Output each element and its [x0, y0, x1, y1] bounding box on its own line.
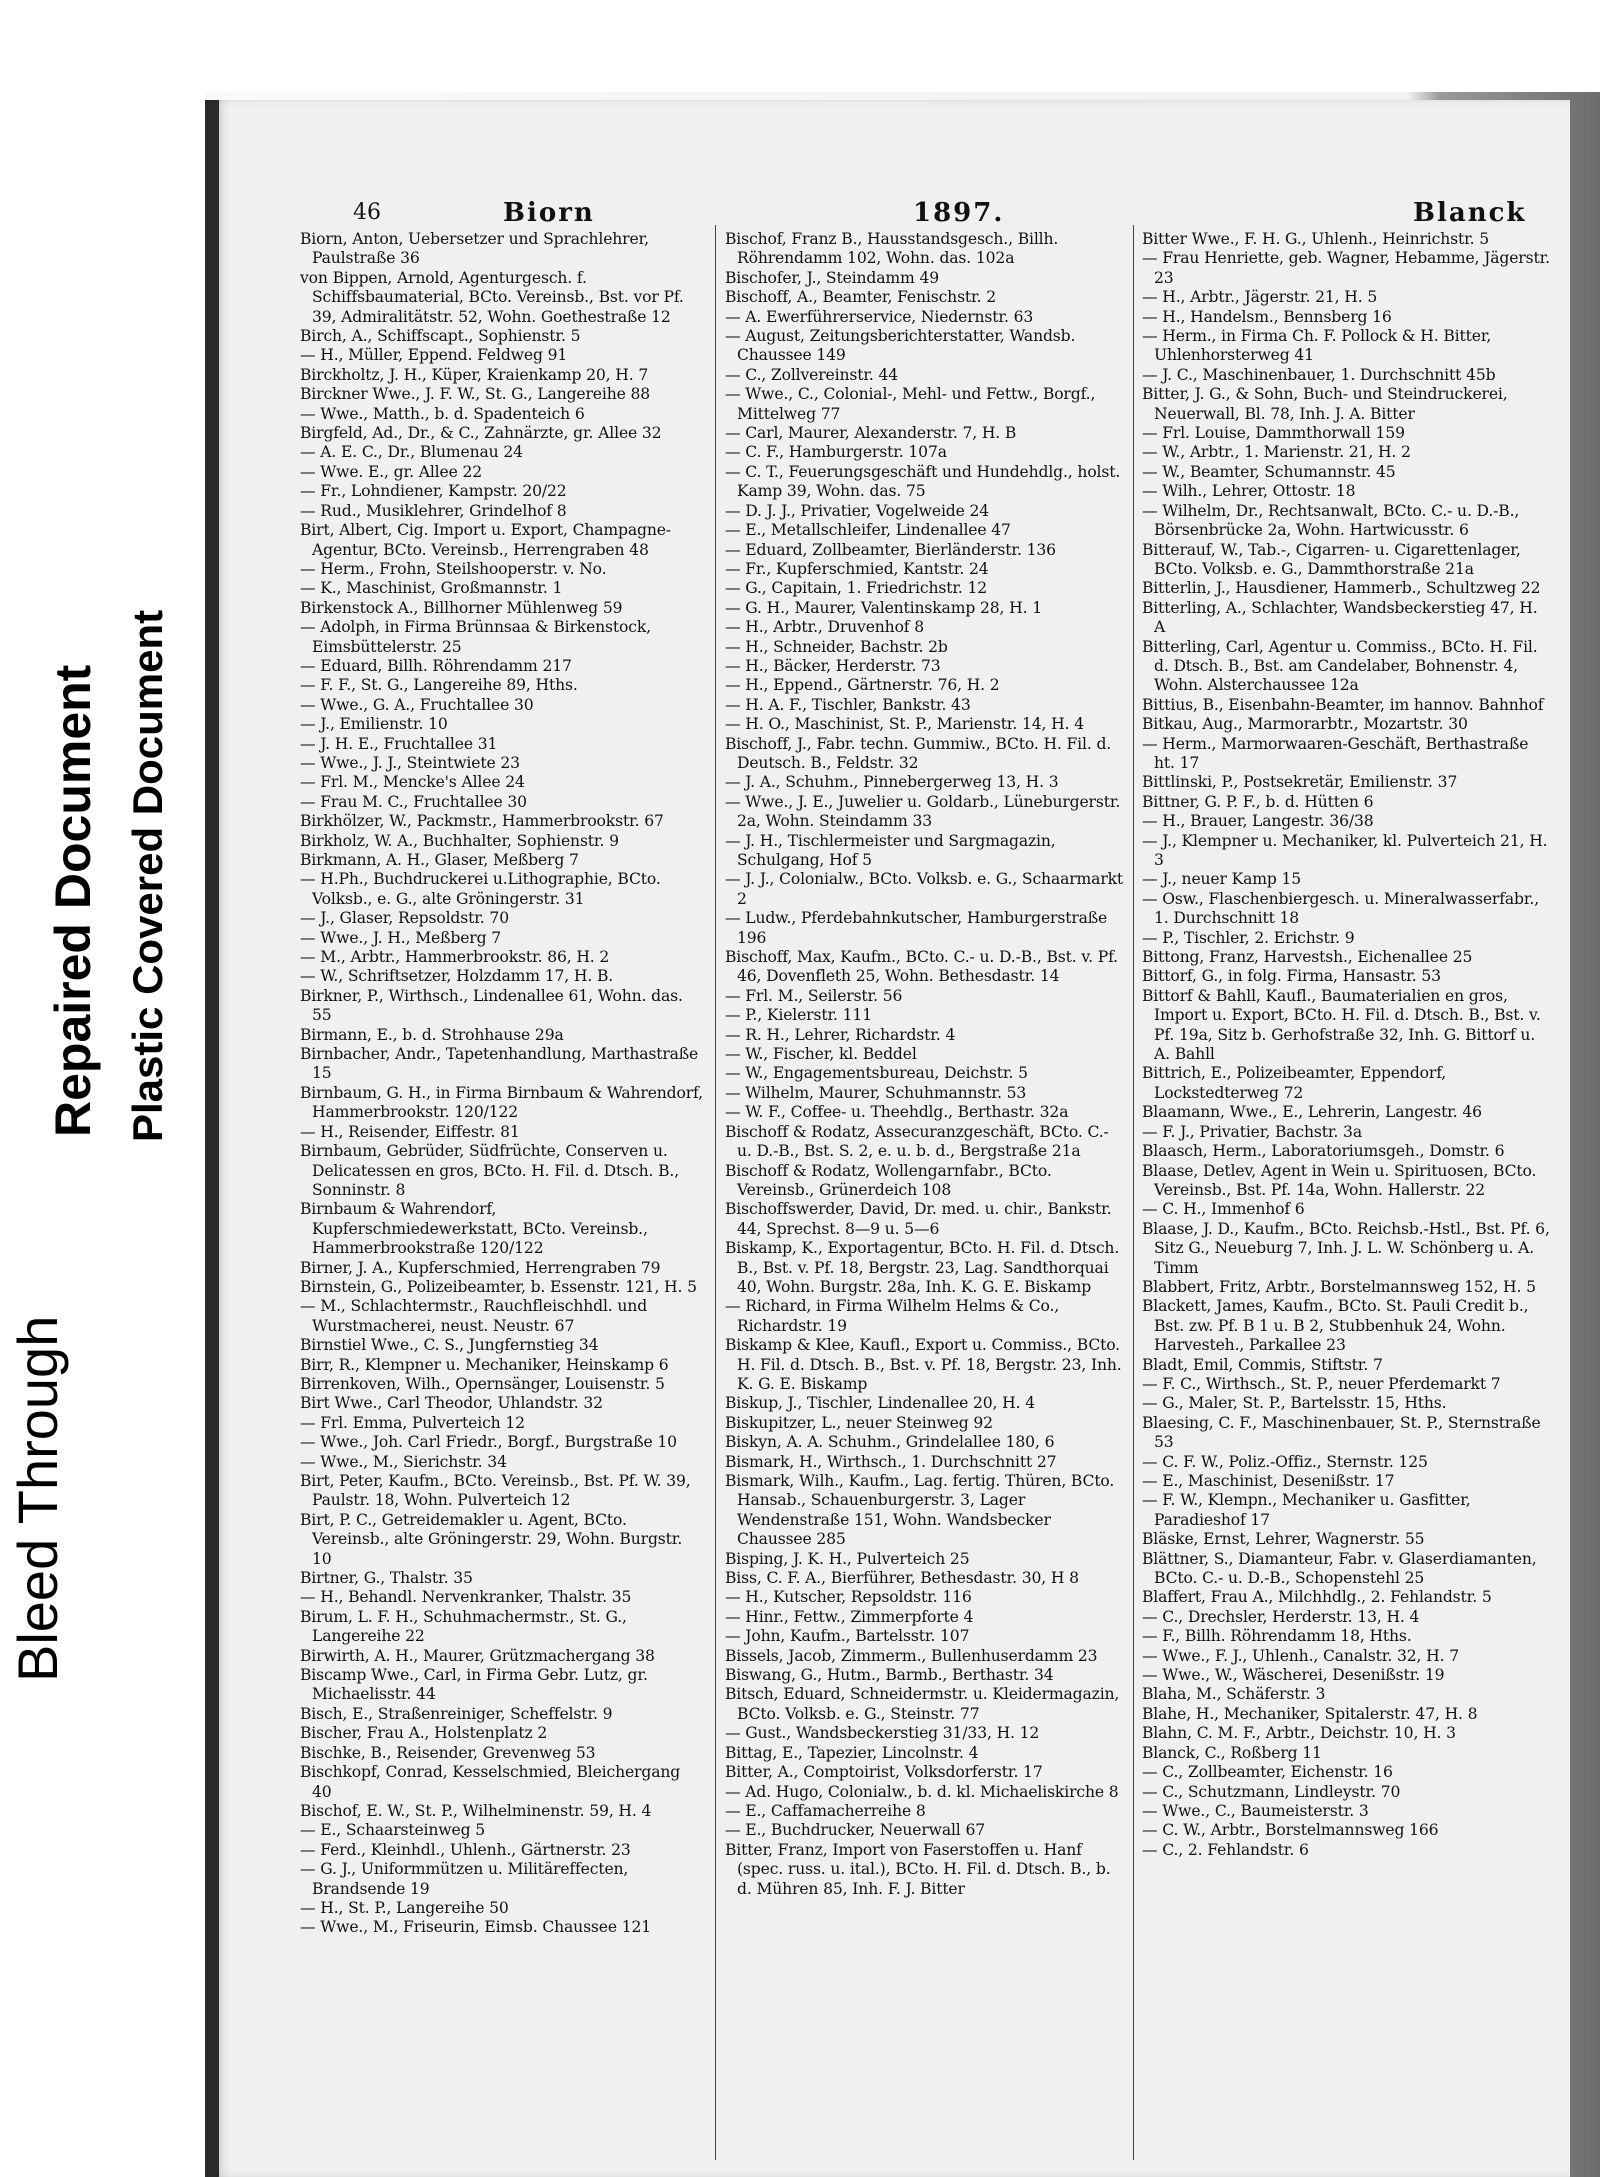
directory-entry: — Wwe., J. E., Juwelier u. Goldarb., Lüneburgerstr. 2a, Wohn. Steindamm 33	[725, 792, 1121, 831]
directory-entry: Birnbaum, Gebrüder, Südfrüchte, Conserven u. Delicatessen en gros, BCto. H. Fil. d. Dtsch. B., Sonninstr. 8	[300, 1142, 680, 1199]
directory-entry: — F., Billh. Röhrendamm 18, Hths.	[1142, 1627, 1412, 1646]
directory-entry: Bissels, Jacob, Zimmerm., Bullenhuserdamm 23	[725, 1646, 1098, 1665]
directory-entry: — E., Maschinist, Desenißstr. 17	[1142, 1472, 1395, 1490]
directory-entry: Bischof, Franz B., Hausstandsgesch., Billh. Röhrendamm 102, Wohn. das. 102a	[725, 230, 1059, 268]
directory-entry: — G. H., Maurer, Valentinskamp 28, H. 1	[725, 598, 1042, 617]
directory-entry: — E., Schaarsteinweg 5	[300, 1821, 485, 1840]
directory-entry: Birrenkoven, Wilh., Opernsänger, Louisenstr. 5	[300, 1374, 665, 1393]
directory-entry: — J. A., Schuhm., Pinnebergerweg 13, H. 3	[725, 773, 1059, 792]
directory-entry: — Rud., Musiklehrer, Grindelhof 8	[300, 501, 567, 520]
directory-entry: — C. T., Feuerungsgeschäft und Hundehdlg., holst. Kamp 39, Wohn. das. 75	[725, 462, 1121, 501]
directory-entry: — G., Maler, St. P., Bartelsstr. 15, Hths.	[1142, 1394, 1447, 1413]
directory-entry: — A. E. C., Dr., Blumenau 24	[300, 443, 523, 462]
directory-entry: — J., Glaser, Repsoldstr. 70	[300, 909, 509, 928]
directory-entry: Bismark, Wilh., Kaufm., Lag. fertig. Thüren, BCto. Hansab., Schauenburgerstr. 3, Lager Wendenstraße 151, Wohn. Wandsbecker Chaussee 285	[725, 1472, 1115, 1549]
directory-entry: — Eduard, Billh. Röhrendamm 217	[300, 656, 572, 675]
directory-entry: Birmann, E., b. d. Strohhause 29a	[300, 1025, 564, 1044]
directory-entry: — Wwe., J. H., Meßberg 7	[300, 928, 501, 947]
directory-entry: — Wwe., M., Sierichstr. 34	[300, 1452, 507, 1471]
directory-entry: — C., Zollbeamter, Eichenstr. 16	[1142, 1763, 1393, 1782]
directory-entry: — J. J., Colonialw., BCto. Volksb. e. G., Schaarmarkt 2	[725, 870, 1124, 908]
directory-entry: Blaase, Detlev, Agent in Wein u. Spirituosen, BCto. Vereinsb., Bst. Pf. 14a, Wohn. Hallerstr. 22	[1142, 1161, 1537, 1199]
directory-entry: — C. F., Hamburgerstr. 107a	[725, 443, 947, 462]
directory-entry: Blaesing, C. F., Maschinenbauer, St. P., Sternstraße 53	[1142, 1413, 1541, 1452]
directory-entry: Bladt, Emil, Commis, Stiftstr. 7	[1142, 1355, 1383, 1374]
directory-entry: Blaamann, Wwe., E., Lehrerin, Langestr. 46	[1142, 1103, 1482, 1122]
directory-entry: — C., Zollvereinstr. 44	[725, 365, 899, 384]
directory-entry: Bischofer, J., Steindamm 49	[725, 268, 939, 287]
directory-entry: — John, Kaufm., Bartelsstr. 107	[725, 1627, 970, 1646]
directory-entry: — Richard, in Firma Wilhelm Helms & Co., Richardstr. 19	[725, 1297, 1060, 1335]
directory-entry: Bittong, Franz, Harvestsh., Eichenallee 25	[1142, 948, 1473, 967]
plastic-covered-label: Plastic Covered Document	[124, 609, 171, 1142]
directory-entry: — F. W., Klempn., Mechaniker u. Gasfitter, Paradieshof 17	[1142, 1491, 1471, 1529]
column-divider	[715, 225, 716, 2160]
directory-entry: Birner, J. A., Kupferschmied, Herrengraben 79	[300, 1258, 661, 1277]
directory-entry: — H., Reisender, Eiffestr. 81	[300, 1122, 520, 1141]
page-number: 46	[353, 200, 381, 225]
directory-entry: — Herm., Marmorwaaren-Geschäft, Berthastraße ht. 17	[1142, 734, 1529, 772]
directory-entry: Birum, L. F. H., Schuhmachermstr., St. G., Langereihe 22	[300, 1607, 627, 1646]
directory-entry: — H., Eppend., Gärtnerstr. 76, H. 2	[725, 676, 1000, 695]
directory-entry: Bitter, J. G., & Sohn, Buch- und Steindruckerei, Neuerwall, Bl. 78, Inh. J. A. Bitter	[1142, 385, 1508, 423]
directory-entry: — C. F. W., Poliz.-Offiz., Sternstr. 125	[1142, 1452, 1428, 1471]
directory-entry: Bitterling, A., Schlachter, Wandsbeckerstieg 47, H. A	[1142, 598, 1538, 637]
directory-entry: — Hinr., Fettw., Zimmerpforte 4	[725, 1607, 974, 1626]
directory-entry: — C., 2. Fehlandstr. 6	[1142, 1840, 1309, 1859]
directory-entry: — Herm., Frohn, Steilshooperstr. v. No.	[300, 559, 607, 578]
directory-entry: Birwirth, A. H., Maurer, Grützmachergang 38	[300, 1646, 655, 1665]
directory-entry: — Fr., Lohndiener, Kampstr. 20/22	[300, 482, 567, 501]
directory-entry: Bitterlin, J., Hausdiener, Hammerb., Schultzweg 22	[1142, 579, 1541, 598]
directory-entry: Bischof, E. W., St. P., Wilhelminenstr. 59, H. 4	[300, 1801, 652, 1820]
directory-entry: — Ferd., Kleinhdl., Uhlenh., Gärtnerstr. 23	[300, 1840, 631, 1859]
directory-entry: — W., Schriftsetzer, Holzdamm 17, H. B.	[300, 967, 614, 986]
directory-entry: Bittrich, E., Polizeibeamter, Eppendorf, Lockstedterweg 72	[1142, 1064, 1447, 1102]
directory-entry: Bischke, B., Reisender, Grevenweg 53	[300, 1743, 596, 1762]
directory-entry: — E., Caffamacherreihe 8	[725, 1801, 926, 1820]
directory-entry: — Wwe., J. J., Steintwiete 23	[300, 753, 520, 772]
directory-entry: Bischoff, A., Beamter, Fenischstr. 2	[725, 288, 997, 307]
directory-entry: Bitterauf, W., Tab.-, Cigarren- u. Cigarettenlager, BCto. Volksb. e. G., Dammthorstraße 21a	[1142, 540, 1521, 578]
directory-entry: Birkmann, A. H., Glaser, Meßberg 7	[300, 851, 579, 869]
directory-entry: — Wwe., F. J., Uhlenh., Canalstr. 32, H. 7	[1142, 1646, 1459, 1665]
directory-entry: Bischoff, Max, Kaufm., BCto. C.- u. D.-B., Bst. v. Pf. 46, Dovenfleth 25, Wohn. Bethesdastr. 14	[725, 948, 1118, 986]
directory-entry: Blabbert, Fritz, Arbtr., Borstelmannsweg 152, H. 5	[1142, 1277, 1536, 1296]
directory-entry: — Herm., in Firma Ch. F. Pollock & H. Bitter, Uhlenhorsterweg 41	[1142, 327, 1492, 365]
directory-entry: — H. O., Maschinist, St. P., Marienstr. 14, H. 4	[725, 715, 1084, 734]
directory-entry: Biskup, J., Tischler, Lindenallee 20, H. 4	[725, 1394, 1035, 1413]
column-3	[1142, 230, 1552, 2160]
directory-entry: — Adolph, in Firma Brünnsaa & Birkenstock, Eimsbüttelerstr. 25	[300, 618, 651, 656]
directory-entry: — H.Ph., Buchdruckerei u.Lithographie, BCto. Volksb., e. G., alte Gröningerstr. 31	[300, 870, 661, 908]
directory-entry: — Ad. Hugo, Colonialw., b. d. kl. Michaeliskirche 8	[725, 1782, 1119, 1801]
directory-entry: Blaase, J. D., Kaufm., BCto. Reichsb.-Hstl., Bst. Pf. 6, Sitz G., Neueburg 7, Inh. J. L. W. Schönberg u. A. Timm	[1142, 1219, 1550, 1277]
directory-entry: — Frau Henriette, geb. Wagner, Hebamme, Jägerstr. 23	[1142, 249, 1550, 287]
directory-entry: — J. H., Tischlermeister und Sargmagazin, Schulgang, Hof 5	[725, 831, 1056, 869]
directory-entry: Bittius, B., Eisenbahn-Beamter, im hannov. Bahnhof	[1142, 695, 1544, 714]
directory-entry: — J., Emilienstr. 10	[300, 715, 448, 734]
directory-entry: Birkenstock A., Billhorner Mühlenweg 59	[300, 598, 623, 617]
directory-entry: — J. H. E., Fruchtallee 31	[300, 734, 498, 753]
directory-entry: — W., Engagementsbureau, Deichstr. 5	[725, 1064, 1028, 1083]
directory-entry: Bittorf, G., in folg. Firma, Hansastr. 53	[1142, 967, 1441, 986]
directory-entry: — Wwe., M., Friseurin, Eimsb. Chaussee 121	[300, 1918, 652, 1937]
directory-entry: — Frl. Louise, Dammthorwall 159	[1142, 424, 1405, 443]
directory-entry: Birgfeld, Ad., Dr., & C., Zahnärzte, gr. Allee 32	[300, 424, 662, 443]
directory-entry: Blaffert, Frau A., Milchhdlg., 2. Fehlandstr. 5	[1142, 1588, 1492, 1607]
directory-entry: Bittag, E., Tapezier, Lincolnstr. 4	[725, 1743, 979, 1762]
directory-entry: Biorn, Anton, Uebersetzer und Sprachlehrer, Paulstraße 36	[300, 230, 649, 268]
directory-entry: Birnbacher, Andr., Tapetenhandlung, Marthastraße 15	[300, 1045, 699, 1083]
directory-entry: — E., Buchdrucker, Neuerwall 67	[725, 1821, 985, 1840]
directory-entry: Bitkau, Aug., Marmorarbtr., Mozartstr. 30	[1142, 715, 1468, 734]
directory-entry: Bläske, Ernst, Lehrer, Wagnerstr. 55	[1142, 1530, 1425, 1549]
directory-entry: — Wilhelm, Dr., Rechtsanwalt, BCto. C.- u. D.-B., Börsenbrücke 2a, Wohn. Hartwicusstr. 6	[1142, 501, 1520, 540]
directory-entry: von Bippen, Arnold, Agenturgesch. f. Schiffsbaumaterial, BCto. Vereinsb., Bst. vor Pf. 39, Admiralitätstr. 52, Wohn. Goethestraße 12	[300, 268, 684, 326]
directory-entry: Bisping, J. K. H., Pulverteich 25	[725, 1549, 970, 1568]
directory-entry: Biskyn, A. A. Schuhm., Grindelallee 180, 6	[725, 1433, 1055, 1452]
directory-entry: — Wwe., Joh. Carl Friedr., Borgf., Burgstraße 10	[300, 1433, 677, 1452]
directory-entry: — F. F., St. G., Langereihe 89, Hths.	[300, 676, 578, 695]
directory-entry: Birch, A., Schiffscapt., Sophienstr. 5	[300, 327, 581, 346]
bleed-through-label: Bleed Through	[6, 1315, 69, 1682]
directory-entry: — H., Arbtr., Druvenhof 8	[725, 618, 925, 637]
directory-entry: — P., Kielerstr. 111	[725, 1006, 872, 1025]
directory-entry: Birnbaum & Wahrendorf, Kupferschmiedewerkstatt, BCto. Vereinsb., Hammerbrookstraße 120/122	[300, 1200, 648, 1258]
directory-entry: — F. C., Wirthsch., St. P., neuer Pferdemarkt 7	[1142, 1374, 1501, 1393]
directory-entry: — W., Beamter, Schumannstr. 45	[1142, 462, 1396, 481]
directory-entry: Blahe, H., Mechaniker, Spitalerstr. 47, H. 8	[1142, 1704, 1478, 1723]
directory-entry: Blättner, S., Diamanteur, Fabr. v. Glaserdiamanten, BCto. C.- u. D.-B., Schopenstehl 25	[1142, 1549, 1537, 1588]
directory-entry: — H. A. F., Tischler, Bankstr. 43	[725, 695, 971, 714]
right-guide-word: Blanck	[1413, 198, 1527, 228]
directory-entry: — A. Ewerführerservice, Niedernstr. 63	[725, 307, 1034, 326]
directory-entry: — G., Capitain, 1. Friedrichstr. 12	[725, 579, 988, 598]
directory-entry: Bischoffswerder, David, Dr. med. u. chir., Bankstr. 44, Sprechst. 8—9 u. 5—6	[725, 1200, 1112, 1238]
directory-entry: — Wwe., C., Baumeisterstr. 3	[1142, 1801, 1369, 1820]
directory-entry: — M., Arbtr., Hammerbrookstr. 86, H. 2	[300, 948, 610, 967]
directory-entry: Bischoff & Rodatz, Assecuranzgeschäft, BCto. C.- u. D.-B., Bst. S. 2, e. u. b. d., Bergstraße 21a	[725, 1122, 1109, 1161]
directory-entry: — Wwe., G. A., Fruchtallee 30	[300, 695, 534, 714]
directory-entry: — G. J., Uniformmützen u. Militäreffecten, Brandsende 19	[300, 1860, 629, 1898]
directory-entry: — Wwe. E., gr. Allee 22	[300, 462, 482, 481]
directory-entry: Birkner, P., Wirthsch., Lindenallee 61, Wohn. das. 55	[300, 986, 683, 1025]
directory-entry: — Eduard, Zollbeamter, Bierländerstr. 136	[725, 540, 1056, 559]
directory-entry: — Wwe., C., Colonial-, Mehl- und Fettw., Borgf., Mittelweg 77	[725, 385, 1096, 423]
directory-entry: Birt, P. C., Getreidemakler u. Agent, BCto. Vereinsb., alte Gröningerstr. 29, Wohn. Burgstr. 10	[300, 1510, 683, 1568]
directory-entry: — Wilh., Lehrer, Ottostr. 18	[1142, 482, 1356, 501]
column-2	[725, 230, 1125, 2160]
directory-entry: Bisch, E., Straßenreiniger, Scheffelstr. 9	[300, 1704, 613, 1723]
directory-entry: — Carl, Maurer, Alexanderstr. 7, H. B	[725, 424, 1017, 443]
directory-entry: Biscamp Wwe., Carl, in Firma Gebr. Lutz, gr. Michaelisstr. 44	[300, 1666, 648, 1704]
directory-entry: — C. W., Arbtr., Borstelmannsweg 166	[1142, 1821, 1439, 1840]
directory-entry: — C., Schutzmann, Lindleystr. 70	[1142, 1782, 1401, 1801]
directory-entry: — Frl. M., Seilerstr. 56	[725, 986, 903, 1005]
directory-entry: Biswang, G., Hutm., Barmb., Berthastr. 34	[725, 1666, 1054, 1685]
directory-entry: — H., Behandl. Nervenkranker, Thalstr. 35	[300, 1588, 632, 1607]
directory-entry: — H., Müller, Eppend. Feldweg 91	[300, 346, 568, 365]
directory-entry: Birr, R., Klempner u. Mechaniker, Heinskamp 6	[300, 1355, 669, 1374]
directory-entry: Blaha, M., Schäferstr. 3	[1142, 1685, 1326, 1704]
directory-entry: Bitter Wwe., F. H. G., Uhlenh., Heinrichstr. 5	[1142, 230, 1490, 248]
directory-entry: — Wwe., W., Wäscherei, Desenißstr. 19	[1142, 1666, 1445, 1685]
directory-entry: — Wilhelm, Maurer, Schuhmannstr. 53	[725, 1083, 1027, 1102]
column-divider	[1133, 225, 1134, 2160]
directory-entry: — W., Arbtr., 1. Marienstr. 21, H. 2	[1142, 443, 1411, 462]
directory-entry: Birtner, G., Thalstr. 35	[300, 1569, 473, 1588]
directory-entry: — J., neuer Kamp 15	[1142, 870, 1302, 889]
directory-entry: — H., Brauer, Langestr. 36/38	[1142, 812, 1374, 831]
directory-entry: — D. J. J., Privatier, Vogelweide 24	[725, 501, 990, 520]
directory-entry: Blahn, C. M. F., Arbtr., Deichstr. 10, H. 3	[1142, 1724, 1456, 1743]
directory-entry: Birnstiel Wwe., C. S., Jungfernstieg 34	[300, 1336, 599, 1355]
directory-entry: Biss, C. F. A., Bierführer, Bethesdastr. 30, H 8	[725, 1569, 1079, 1588]
directory-entry: — H., Schneider, Bachstr. 2b	[725, 637, 948, 656]
directory-entry: Blaasch, Herm., Laboratoriumsgeh., Domstr. 6	[1142, 1142, 1505, 1161]
directory-entry: — M., Schlachtermstr., Rauchfleischhdl. und Wurstmacherei, neust. Neustr. 67	[300, 1297, 648, 1335]
directory-entry: Birkholz, W. A., Buchhalter, Sophienstr. 9	[300, 831, 619, 850]
directory-entry: Bittner, G. P. F., b. d. Hütten 6	[1142, 792, 1374, 811]
directory-entry: — H., Arbtr., Jägerstr. 21, H. 5	[1142, 288, 1378, 307]
directory-entry: — Osw., Flaschenbiergesch. u. Mineralwasserfabr., 1. Durchschnitt 18	[1142, 889, 1540, 928]
directory-entry: — Ludw., Pferdebahnkutscher, Hamburgerstraße 196	[725, 909, 1108, 947]
directory-entry: — H., Handelsm., Bennsberg 16	[1142, 307, 1392, 326]
left-guide-word: Biorn	[503, 198, 595, 228]
directory-entry: — Frl. M., Mencke's Allee 24	[300, 773, 525, 792]
page-binding-edge	[205, 100, 219, 2177]
annotation-panel	[0, 92, 205, 2177]
directory-entry: — W. F., Coffee- u. Theehdlg., Berthastr. 32a	[725, 1103, 1069, 1122]
directory-entry: Biskamp & Klee, Kaufl., Export u. Commiss., BCto. H. Fil. d. Dtsch. B., Bst. v. Pf. 18, Bergstr. 23, Inh. K. G. E. Biskamp	[725, 1336, 1122, 1393]
directory-entry: Bischoff & Rodatz, Wollengarnfabr., BCto. Vereinsb., Grünerdeich 108	[725, 1161, 1052, 1199]
directory-entry: — Frl. Emma, Pulverteich 12	[300, 1413, 525, 1432]
directory-entry: — J., Klempner u. Mechaniker, kl. Pulverteich 21, H. 3	[1142, 831, 1548, 869]
directory-entry: — H., St. P., Langereihe 50	[300, 1898, 509, 1917]
directory-entry: — J. C., Maschinenbauer, 1. Durchschnitt 45b	[1142, 365, 1496, 384]
directory-entry: Bitter, A., Comptoirist, Volksdorferstr. 17	[725, 1763, 1043, 1782]
directory-entry: — Frau M. C., Fruchtallee 30	[300, 792, 527, 811]
directory-entry: Birkhölzer, W., Packmstr., Hammerbrookstr. 67	[300, 812, 664, 831]
directory-entry: Blackett, James, Kaufm., BCto. St. Pauli Credit b., Bst. zw. Pf. B 1 u. B 2, Stubbenhuk 24, Wohn. Harvesteh., Parkallee 23	[1142, 1297, 1529, 1355]
directory-page	[205, 100, 1570, 2177]
directory-entry: Birt, Albert, Cig. Import u. Export, Champagne-Agentur, BCto. Vereinsb., Herrengraben 48	[300, 521, 671, 559]
directory-entry: Biskamp, K., Exportagentur, BCto. H. Fil. d. Dtsch. B., Bst. v. Pf. 18, Bergstr. 23, Lag. Sandthorquai 40, Wohn. Burgstr. 28a, Inh. K. G. E. Biskamp	[725, 1239, 1120, 1296]
directory-entry: — Fr., Kupferschmied, Kantstr. 24	[725, 559, 989, 578]
directory-entry: Bitterling, Carl, Agentur u. Commiss., BCto. H. Fil. d. Dtsch. B., Bst. am Candelaber, Bohnenstr. 4, Wohn. Alsterchaussee 12a	[1142, 637, 1538, 695]
directory-entry: Biskupitzer, L., neuer Steinweg 92	[725, 1413, 993, 1432]
directory-entry: Bischoff, J., Fabr. techn. Gummiw., BCto. H. Fil. d. Deutsch. B., Feldstr. 32	[725, 734, 1112, 772]
directory-entry: Birt Wwe., Carl Theodor, Uhlandstr. 32	[300, 1394, 603, 1413]
directory-entry: — August, Zeitungsberichterstatter, Wandsb. Chaussee 149	[725, 327, 1076, 365]
directory-entry: — F. J., Privatier, Bachstr. 3a	[1142, 1122, 1362, 1141]
directory-entry: Birnstein, G., Polizeibeamter, b. Essenstr. 121, H. 5	[300, 1277, 697, 1296]
directory-entry: — H., Bäcker, Herderstr. 73	[725, 656, 941, 675]
directory-entry: Bischer, Frau A., Holstenplatz 2	[300, 1724, 548, 1743]
directory-entry: Birnbaum, G. H., in Firma Birnbaum & Wahrendorf, Hammerbrookstr. 120/122	[300, 1083, 703, 1122]
repaired-document-label: Repaired Document	[45, 664, 101, 1137]
year-heading: 1897.	[913, 198, 1005, 228]
directory-entry: Blanck, C., Roßberg 11	[1142, 1743, 1322, 1762]
directory-entry: Birt, Peter, Kaufm., BCto. Vereinsb., Bst. Pf. W. 39, Paulstr. 18, Wohn. Pulverteich 12	[300, 1472, 691, 1510]
directory-entry: Bitter, Franz, Import von Faserstoffen u. Hanf (spec. russ. u. ital.), BCto. H. Fil. d. Dtsch. B., b. d. Mühren 85, Inh. F. J. Bitter	[725, 1840, 1111, 1898]
directory-entry: — C. H., Immenhof 6	[1142, 1200, 1305, 1219]
directory-entry: — K., Maschinist, Großmannstr. 1	[300, 579, 563, 598]
directory-entry: Birckner Wwe., J. F. W., St. G., Langereihe 88	[300, 385, 651, 404]
directory-entry: — W., Fischer, kl. Beddel	[725, 1045, 917, 1064]
directory-entry: — Wwe., Matth., b. d. Spadenteich 6	[300, 404, 585, 423]
directory-entry: Birckholtz, J. H., Küper, Kraienkamp 20, H. 7	[300, 365, 649, 384]
directory-entry: — H., Kutscher, Repsoldstr. 116	[725, 1588, 972, 1607]
directory-entry: — R. H., Lehrer, Richardstr. 4	[725, 1025, 956, 1044]
directory-entry: Bitsch, Eduard, Schneidermstr. u. Kleidermagazin, BCto. Volksb. e. G., Steinstr. 77	[725, 1685, 1120, 1723]
directory-entry: — E., Metallschleifer, Lindenallee 47	[725, 521, 1011, 540]
directory-entry: Bischkopf, Conrad, Kesselschmied, Bleichergang 40	[300, 1763, 681, 1801]
directory-entry: Bittorf & Bahll, Kaufl., Baumaterialien en gros, Import u. Export, BCto. H. Fil. d. Dtsch. B., Bst. v. Pf. 19a, Sitz b. Gerhofstraße 32, Inh. G. Bittorf u. A. Bahll	[1142, 986, 1541, 1064]
directory-entry: Bittlinski, P., Postsekretär, Emilienstr. 37	[1142, 773, 1458, 792]
column-1	[300, 230, 703, 2160]
directory-entry: — C., Drechsler, Herderstr. 13, H. 4	[1142, 1607, 1420, 1626]
directory-entry: — P., Tischler, 2. Erichstr. 9	[1142, 928, 1355, 947]
directory-entry: — Gust., Wandsbeckerstieg 31/33, H. 12	[725, 1724, 1040, 1743]
directory-entry: Bismark, H., Wirthsch., 1. Durchschnitt 27	[725, 1452, 1057, 1471]
